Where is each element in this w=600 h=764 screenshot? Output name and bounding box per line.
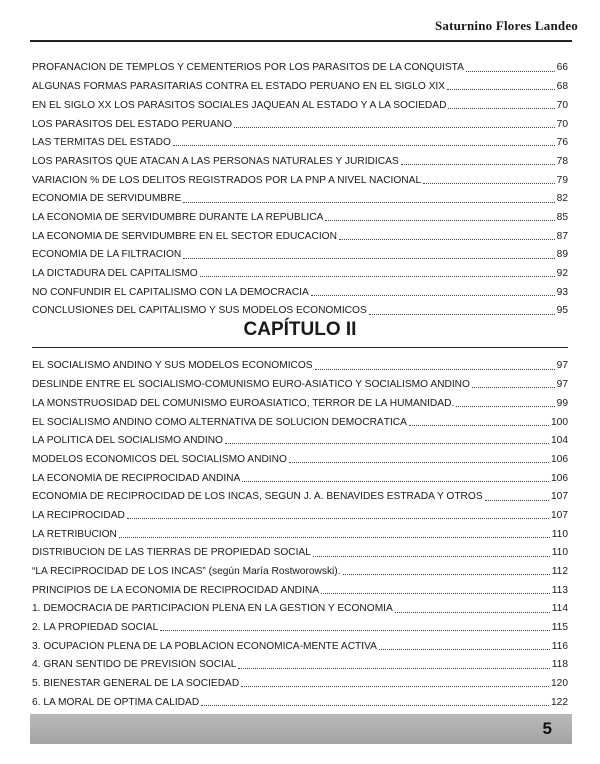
toc-entry <box>32 560 568 579</box>
toc-entry <box>32 391 568 410</box>
toc-entry-page: 76 <box>556 137 568 149</box>
toc-entry-page: 112 <box>551 566 568 578</box>
toc-entry <box>32 522 568 541</box>
toc-entry-page: 120 <box>551 678 568 690</box>
toc-entry-page: 85 <box>556 211 568 223</box>
toc-entry-title: VARIACIÓN % DE LOS DELITOS REGISTRADOS POR LA PNP A NIVEL NACIONAL <box>32 174 422 186</box>
toc-dot-leader <box>183 258 554 259</box>
toc-entry-page: 79 <box>556 174 568 186</box>
toc-entry <box>32 187 568 206</box>
toc-dot-leader <box>241 686 549 687</box>
toc-entry-page: 92 <box>556 268 568 280</box>
toc-entry-title: LAS TERMITAS DEL ESTADO <box>32 137 171 149</box>
chapter-heading: CAPÍTULO II <box>243 319 357 340</box>
toc-entry <box>32 653 568 672</box>
toc-part-1 <box>32 56 568 318</box>
toc-entry-title: ALGUNAS FORMAS PARASITARIAS CONTRA EL ESTADO PERUANO EN EL SIGLO XIX <box>32 81 446 93</box>
toc-entry-page: 104 <box>551 435 568 447</box>
toc-entry-title: 3. OCUPACIÓN PLENA DE LA POBLACIÓN ECONÓMICA-MENTE ACTIVA <box>32 640 377 652</box>
toc-entry <box>32 634 568 653</box>
section-rule <box>32 347 568 348</box>
toc-dot-leader <box>395 612 550 613</box>
toc-entry <box>32 354 568 373</box>
toc-entry-title: LA MONSTRUOSIDAD DEL COMUNISMO EUROASIÁTICO, TERROR DE LA HUMANIDAD. <box>32 397 455 409</box>
toc-entry-title: ECONOMÍA DE LA FILTRACIÓN <box>32 249 182 261</box>
toc-entry-title: 6. LA MORAL DE ÓPTIMA CALIDAD <box>32 696 200 708</box>
toc-entry-page: 110 <box>551 547 568 559</box>
toc-entry-title: 2. LA PROPIEDAD SOCIAL <box>32 622 159 634</box>
toc-entry-page: 97 <box>556 360 568 372</box>
toc-entry-page: 97 <box>556 379 568 391</box>
toc-entry <box>32 578 568 597</box>
toc-dot-leader <box>456 406 554 407</box>
toc-entry-page: 87 <box>556 230 568 242</box>
toc-entry-page: 93 <box>556 286 568 298</box>
toc-entry <box>32 373 568 392</box>
toc-entry-title: “LA RECIPROCIDAD DE LOS INCAS” (según María Rostworowski). <box>32 566 341 578</box>
toc-entry-page: 113 <box>551 584 568 596</box>
toc-entry <box>32 224 568 243</box>
toc-dot-leader <box>311 295 555 296</box>
toc-dot-leader <box>401 164 555 165</box>
toc-entry-page: 107 <box>551 491 568 503</box>
toc-entry <box>32 75 568 94</box>
toc-entry-page: 115 <box>551 622 568 634</box>
toc-entry <box>32 93 568 112</box>
toc-entry <box>32 504 568 523</box>
toc-entry-title: LA ECONOMÍA DE SERVIDUMBRE EN EL SECTOR EDUCACIÓN <box>32 230 337 242</box>
toc-entry-title: ECONOMÍA DE SERVIDUMBRE <box>32 193 182 205</box>
toc-entry-title: DISTRIBUCIÓN DE LAS TIERRAS DE PROPIEDAD SOCIAL <box>32 547 311 559</box>
toc-dot-leader <box>127 518 549 519</box>
toc-entry-page: 106 <box>551 453 568 465</box>
toc-dot-leader <box>173 145 555 146</box>
toc-entry <box>32 447 568 466</box>
toc-dot-leader <box>201 705 549 706</box>
toc-entry <box>32 206 568 225</box>
toc-entry <box>32 690 568 709</box>
toc-entry-page: 66 <box>556 62 568 74</box>
toc-entry <box>32 262 568 281</box>
toc-entry-page: 70 <box>556 118 568 130</box>
toc-entry <box>32 149 568 168</box>
toc-entry-title: ECONOMÍA DE RECIPROCIDAD DE LOS INCAS, SEGÚN J. A. BENAVIDES ESTRADA Y OTROS <box>32 491 483 503</box>
toc-entry <box>32 616 568 635</box>
toc-dot-leader <box>238 668 549 669</box>
toc-entry-title: LA ECONOMÍA DE SERVIDUMBRE DURANTE LA REPÚBLICA <box>32 211 324 223</box>
toc-entry <box>32 280 568 299</box>
toc-entry-title: DESLINDE ENTRE EL SOCIALISMO-COMUNISMO EURO-ASIÁTICO Y SOCIALISMO ANDINO <box>32 379 470 391</box>
running-header-author: Saturnino Flores Landeo <box>434 18 578 33</box>
toc-dot-leader <box>315 369 555 370</box>
toc-dot-leader <box>369 314 555 315</box>
toc-dot-leader <box>485 500 549 501</box>
toc-dot-leader <box>119 537 550 538</box>
toc-entry-page: 70 <box>556 99 568 111</box>
toc-dot-leader <box>242 481 549 482</box>
toc-entry-title: CONCLUSIONES DEL CAPITALISMO Y SUS MODELOS ECONÓMICOS <box>32 305 367 317</box>
toc-entry-title: EL SOCIALISMO ANDINO COMO ALTERNATIVA DE SOLUCIÓN DEMOCRÁTICA <box>32 416 407 428</box>
toc-entry-page: 116 <box>551 640 568 652</box>
toc-entry-title: EL SOCIALISMO ANDINO Y SUS MODELOS ECONÓMICOS <box>32 360 313 372</box>
toc-dot-leader <box>448 108 554 109</box>
toc-dot-leader <box>339 239 555 240</box>
toc-entry-page: 82 <box>556 193 568 205</box>
toc-entry <box>32 429 568 448</box>
toc-entry-title: 4. GRAN SENTIDO DE PREVISIÓN SOCIAL <box>32 659 237 671</box>
toc-dot-leader <box>234 127 555 128</box>
footer-band <box>30 714 572 744</box>
toc-dot-leader <box>289 462 549 463</box>
toc-entry-page: 78 <box>556 155 568 167</box>
toc-dot-leader <box>466 71 555 72</box>
toc-dot-leader <box>447 89 555 90</box>
toc-entry <box>32 410 568 429</box>
toc-entry-title: LA ECONOMÍA DE RECIPROCIDAD ANDINA <box>32 472 241 484</box>
toc-entry <box>32 243 568 262</box>
toc-entry-page: 110 <box>551 528 568 540</box>
toc-entry <box>32 131 568 150</box>
toc-entry-page: 106 <box>551 472 568 484</box>
toc-dot-leader <box>225 443 549 444</box>
page-number: 5 <box>542 719 552 738</box>
toc-dot-leader <box>379 649 550 650</box>
toc-entry-page: 68 <box>556 81 568 93</box>
toc-entry-title: LA RETRIBUCIÓN <box>32 528 117 540</box>
toc-entry-title: PRINCIPIOS DE LA ECONOMÍA DE RECIPROCIDAD ANDINA <box>32 584 320 596</box>
toc-dot-leader <box>409 425 549 426</box>
toc-entry-title: LA RECIPROCIDAD <box>32 509 125 521</box>
header-rule <box>30 40 572 42</box>
toc-dot-leader <box>313 556 550 557</box>
toc-dot-leader <box>423 183 555 184</box>
toc-entry-title: 1. DEMOCRACIA DE PARTICIPACIÓN PLENA EN LA GESTIÓN Y ECONOMÍA <box>32 603 393 615</box>
toc-dot-leader <box>160 630 549 631</box>
toc-dot-leader <box>200 276 555 277</box>
toc-part-2 <box>32 347 568 709</box>
toc-entry-title: EN EL SIGLO XX LOS PARÁSITOS SOCIALES JAQUEAN AL ESTADO Y A LA SOCIEDAD <box>32 99 447 111</box>
toc-entry-title: MODELOS ECONÓMICOS DEL SOCIALISMO ANDINO <box>32 453 287 465</box>
toc-entry <box>32 112 568 131</box>
toc-entry-page: 114 <box>551 603 568 615</box>
toc-entry-page: 122 <box>551 696 568 708</box>
toc-entry-page: 95 <box>556 305 568 317</box>
toc-entry-title: LOS PARÁSITOS DEL ESTADO PERUANO <box>32 118 233 130</box>
toc-entry-title: 5. BIENESTAR GENERAL DE LA SOCIEDAD <box>32 678 240 690</box>
toc-entry-page: 107 <box>551 509 568 521</box>
toc-entry-page: 100 <box>551 416 568 428</box>
toc-dot-leader <box>183 202 554 203</box>
toc-entry <box>32 541 568 560</box>
toc-entry <box>32 168 568 187</box>
toc-entry <box>32 299 568 318</box>
toc-entry-page: 118 <box>551 659 568 671</box>
toc-entry-title: PROFANACIÓN DE TEMPLOS Y CEMENTERIOS POR LOS PARÁSITOS DE LA CONQUISTA <box>32 62 464 74</box>
toc-entry-page: 99 <box>556 397 568 409</box>
toc-entry <box>32 466 568 485</box>
toc-entry-title: LA POLÍTICA DEL SOCIALISMO ANDINO <box>32 435 223 447</box>
toc-dot-leader <box>321 593 550 594</box>
toc-entry <box>32 485 568 504</box>
toc-dot-leader <box>343 574 550 575</box>
toc-entry-title: NO CONFUNDIR EL CAPITALISMO CON LA DEMOCRACIA <box>32 286 309 298</box>
toc-entry-page: 89 <box>556 249 568 261</box>
toc-dot-leader <box>472 387 555 388</box>
toc-entry-title: LA DICTADURA DEL CAPITALISMO <box>32 268 198 280</box>
toc-entry-title: LOS PARÁSITOS QUE ATACAN A LAS PERSONAS NATURALES Y JURÍDICAS <box>32 155 399 167</box>
toc-dot-leader <box>325 220 554 221</box>
toc-entry <box>32 56 568 75</box>
toc-entry <box>32 672 568 691</box>
toc-entry <box>32 597 568 616</box>
